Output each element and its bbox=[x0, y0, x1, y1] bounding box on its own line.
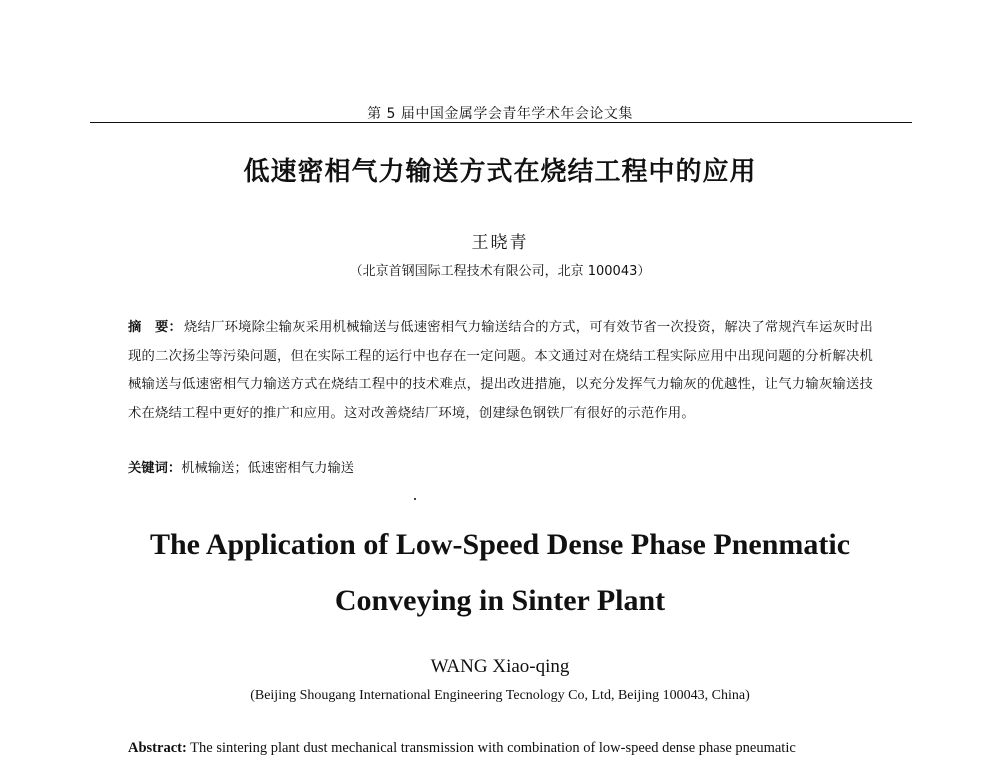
chinese-title: 低速密相气力输送方式在烧结工程中的应用 bbox=[243, 157, 757, 187]
english-abstract bbox=[128, 740, 888, 757]
chinese-abstract bbox=[128, 314, 873, 428]
chinese-keywords-text: 机械输送；低速密相气力输送 bbox=[181, 461, 355, 476]
english-abstract-label: Abstract: bbox=[128, 740, 187, 756]
english-title-line-1: The Application of Low-Speed Dense Phase Pnenmatic bbox=[149, 528, 851, 561]
english-author: WANG Xiao-qing bbox=[430, 656, 570, 677]
chinese-author: 王晓青 bbox=[471, 233, 529, 253]
chinese-abstract-label: 摘 要： bbox=[128, 320, 183, 335]
running-header: 第 5 届中国金属学会青年学术年会论文集 bbox=[367, 106, 633, 122]
chinese-abstract-text: 烧结厂环境除尘输灰采用机械输送与低速密相气力输送结合的方式，可有效节省一次投资，解决了常规汽车运灰时出现的二次扬尘等污染问题，但在实际工程的运行中也存在一定问题。本文通过对在烧结工程实际应用中出现问题的分析解决机械输送与低速密相气力输送方式在烧结工程中的技术难点，提出改进措施，以充分发挥气力输灰的优越性，让气力输灰输送技术在烧结工程中更好的推广和应用。这对改善烧结厂环境，创建绿色钢铁厂有很好的示范作用。 bbox=[128, 320, 873, 421]
chinese-affiliation: （北京首钢国际工程技术有限公司，北京 100043） bbox=[349, 264, 651, 279]
english-affiliation: (Beijing Shougang International Engineering Tecnology Co, Ltd, Beijing 100043, China) bbox=[250, 688, 750, 703]
header-divider bbox=[90, 122, 912, 123]
english-abstract-text: The sintering plant dust mechanical transmission with combination of low-speed dense phase pneumatic bbox=[186, 740, 796, 756]
chinese-keywords bbox=[128, 457, 873, 476]
english-title-line-2: Conveying in Sinter Plant bbox=[334, 584, 666, 617]
chinese-keywords-label: 关键词： bbox=[128, 461, 182, 476]
english-title bbox=[0, 517, 1000, 629]
stray-dot bbox=[414, 498, 416, 500]
